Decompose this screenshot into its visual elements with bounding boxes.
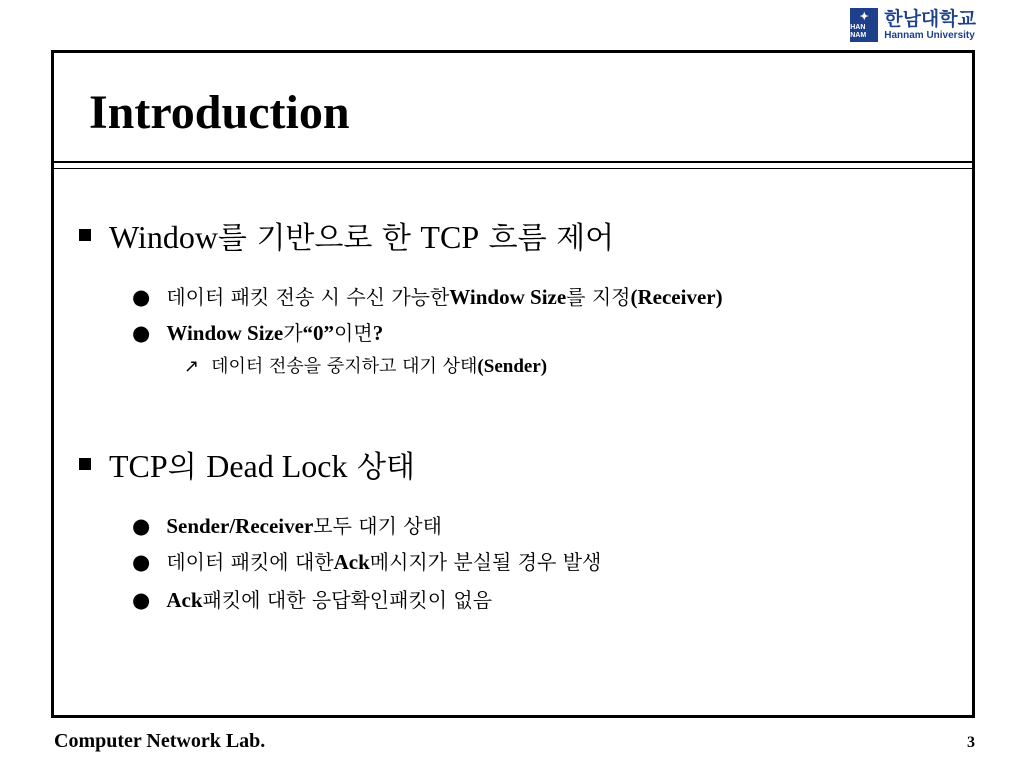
- heading-part: 의: [167, 450, 207, 485]
- item-text: (Sender): [477, 356, 548, 377]
- title-divider-thin: [54, 168, 972, 169]
- heading-part: TCP: [420, 219, 480, 255]
- item-text: Ack: [333, 550, 370, 574]
- item-text: (Receiver): [630, 285, 723, 309]
- item-text: ?: [372, 321, 384, 345]
- heading-part: 를 기반으로 한: [217, 221, 421, 256]
- item-text: Ack: [166, 588, 203, 612]
- logo-korean-name: 한남대학교: [884, 7, 976, 30]
- item-text: 데이터 전송을 중지하고 대기 상태: [211, 356, 478, 377]
- item-text: “0”: [302, 321, 335, 345]
- slide-title: Introduction: [89, 86, 350, 139]
- footer-lab-name: Computer Network Lab.: [54, 730, 266, 752]
- item-text: 데이터 패킷에 대한: [166, 550, 334, 574]
- sub-list-item: [184, 357, 547, 376]
- slide-frame: [51, 50, 975, 718]
- heading-text: [109, 221, 614, 254]
- square-bullet-icon: [79, 229, 91, 241]
- item-text: 이면: [334, 321, 373, 345]
- square-bullet-icon: [79, 458, 91, 470]
- emblem-text: HAN NAM: [850, 24, 867, 39]
- list-item: [132, 323, 383, 344]
- university-logo: [850, 6, 976, 44]
- item-text: 메시지가 분실될 경우 발생: [369, 550, 602, 574]
- heading-part: Window: [109, 219, 218, 255]
- item-text: 데이터 패킷 전송 시 수신 가능한: [166, 285, 450, 309]
- section-heading-window-flow-control: [79, 221, 614, 254]
- round-bullet-icon: ●: [132, 550, 151, 574]
- item-text: 모두 대기 상태: [313, 514, 442, 538]
- round-bullet-icon: ●: [132, 321, 151, 345]
- list-item: [132, 287, 723, 308]
- heading-part: 흐름 제어: [479, 221, 615, 256]
- list-item: [132, 552, 601, 573]
- university-emblem-icon: ✦ HAN NAM: [850, 8, 878, 42]
- arrow-up-right-icon: ↗: [184, 356, 200, 377]
- round-bullet-icon: ●: [132, 588, 151, 612]
- item-text: 를 지정: [566, 285, 631, 309]
- heading-text: [109, 450, 415, 483]
- item-text: Window Size: [449, 285, 567, 309]
- list-item: [132, 516, 442, 537]
- section-heading-tcp-deadlock: [79, 450, 415, 483]
- heading-part: Dead Lock: [206, 448, 348, 484]
- list-item: [132, 590, 492, 611]
- logo-english-name: Hannam University: [884, 29, 975, 41]
- heading-part: TCP: [109, 448, 168, 484]
- logo-text: [884, 7, 976, 41]
- item-text: Sender/Receiver: [166, 514, 314, 538]
- item-text: 가: [283, 321, 303, 345]
- title-divider: [54, 161, 972, 163]
- item-text: Window Size: [166, 321, 284, 345]
- page-number: 3: [967, 734, 975, 751]
- round-bullet-icon: ●: [132, 285, 151, 309]
- item-text: 패킷에 대한 응답확인패킷이 없음: [202, 588, 493, 612]
- round-bullet-icon: ●: [132, 514, 151, 538]
- heading-part: 상태: [347, 450, 415, 485]
